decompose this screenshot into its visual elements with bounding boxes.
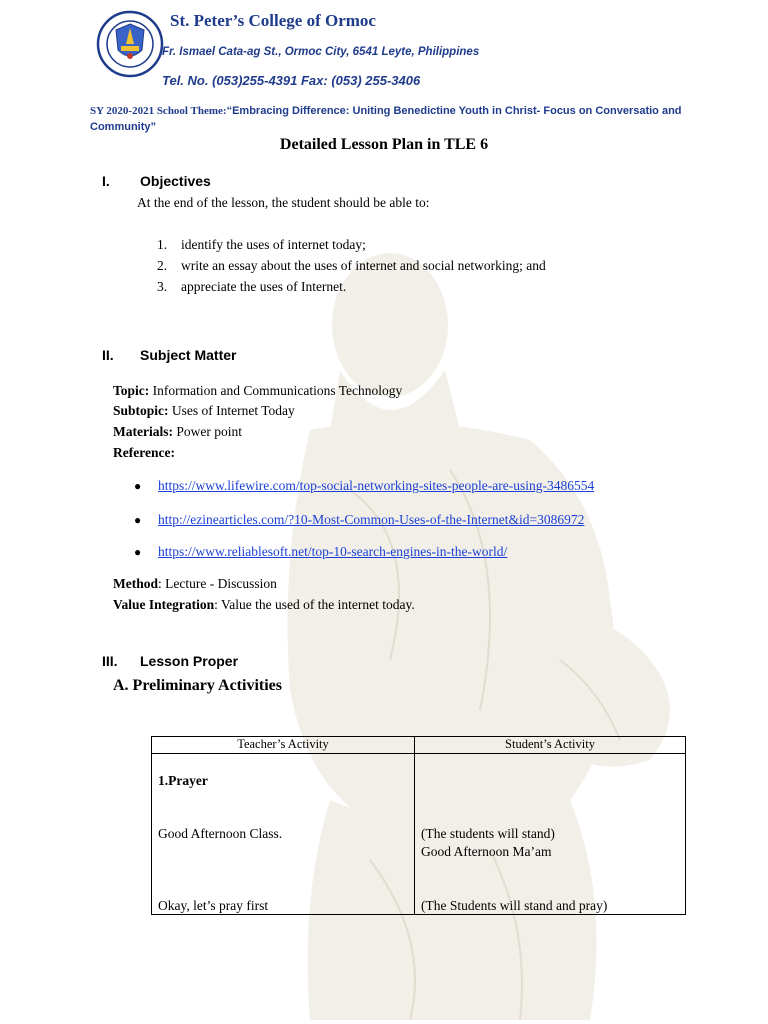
subtopic-value: Uses of Internet Today: [171, 403, 295, 418]
section-number: I.: [102, 173, 110, 189]
student-pray: (The Students will stand and pray): [421, 898, 608, 913]
teacher-greeting: Good Afternoon Class.: [158, 826, 283, 841]
teacher-activity-cell: [152, 754, 415, 915]
teacher-prayer-instruction: Okay, let’s pray first: [158, 898, 269, 913]
section-objectives-heading: [102, 173, 211, 189]
section-title: Subject Matter: [140, 347, 237, 363]
section-title: Lesson Proper: [140, 653, 239, 669]
materials-line: [113, 424, 242, 440]
reference-link[interactable]: https://www.reliablesoft.net/top-10-search-engines-in-the-world/: [158, 544, 508, 559]
materials-label: Materials:: [113, 424, 173, 439]
reference-item: [134, 544, 507, 560]
prayer-label: 1.Prayer: [158, 773, 208, 788]
bullet-icon: ●: [134, 479, 142, 493]
reference-item: [134, 478, 594, 494]
objective-item: [157, 279, 346, 295]
subtopic-line: [113, 403, 295, 419]
item-text: appreciate the uses of Internet.: [181, 279, 347, 294]
method-line: [113, 576, 277, 592]
column-header-teacher: Teacher’s Activity: [152, 737, 415, 754]
method-label: Method: [113, 576, 158, 591]
method-value: : Lecture - Discussion: [158, 576, 277, 591]
value-integration-value: : Value the used of the internet today.: [214, 597, 415, 612]
college-contact: Tel. No. (053)255-4391 Fax: (053) 255-3406: [162, 73, 421, 88]
item-text: identify the uses of internet today;: [181, 237, 366, 252]
student-activity-cell: [415, 754, 686, 915]
objective-item: [157, 237, 366, 253]
item-number: 3.: [157, 279, 168, 294]
item-number: 1.: [157, 237, 168, 252]
page-title: Detailed Lesson Plan in TLE 6: [279, 136, 489, 153]
value-integration-line: [113, 597, 415, 613]
theme-text: “Embracing Difference: Uniting Benedictine Youth in Christ- Focus on Conversatio and Community”: [90, 105, 682, 133]
subtopic-label: Subtopic:: [113, 403, 169, 418]
school-year-label: SY 2020-2021 School Theme:: [90, 105, 227, 117]
student-stand: (The students will stand): [421, 826, 555, 841]
preliminary-activities-heading: A. Preliminary Activities: [113, 677, 282, 694]
section-number: II.: [102, 347, 114, 363]
section-subject-matter-heading: [102, 347, 236, 363]
section-title: Objectives: [140, 173, 211, 189]
activities-table: [151, 736, 686, 915]
college-seal-logo: [96, 10, 164, 78]
reference-link[interactable]: https://www.lifewire.com/top-social-networking-sites-people-are-using-3486554: [158, 478, 595, 493]
section-number: III.: [102, 653, 118, 669]
reference-label: Reference:: [113, 445, 175, 460]
college-address: Fr. Ismael Cata-ag St., Ormoc City, 6541 Leyte, Philippines: [162, 46, 480, 58]
materials-value: Power point: [176, 424, 242, 439]
value-integration-label: Value Integration: [113, 597, 215, 612]
section-lesson-proper-heading: [102, 653, 238, 669]
college-name: St. Peter’s College of Ormoc: [170, 11, 376, 30]
bullet-icon: ●: [134, 545, 142, 559]
objective-item: [157, 258, 546, 274]
item-number: 2.: [157, 258, 168, 273]
table-header-row: [152, 737, 686, 754]
topic-label: Topic:: [113, 383, 150, 398]
school-theme: [90, 103, 700, 135]
reference-link[interactable]: http://ezinearticles.com/?10-Most-Common-Uses-of-the-Internet&id=3086972: [158, 512, 585, 527]
topic-value: Information and Communications Technology: [152, 383, 403, 398]
column-header-student: Student’s Activity: [415, 737, 686, 754]
bullet-icon: ●: [134, 513, 142, 527]
objectives-intro: At the end of the lesson, the student should be able to:: [137, 195, 430, 210]
reference-item: [134, 512, 584, 528]
item-text: write an essay about the uses of internet and social networking; and: [181, 258, 546, 273]
table-row: [152, 754, 686, 915]
topic-line: [113, 383, 402, 399]
student-greeting: Good Afternoon Ma’am: [421, 844, 552, 859]
